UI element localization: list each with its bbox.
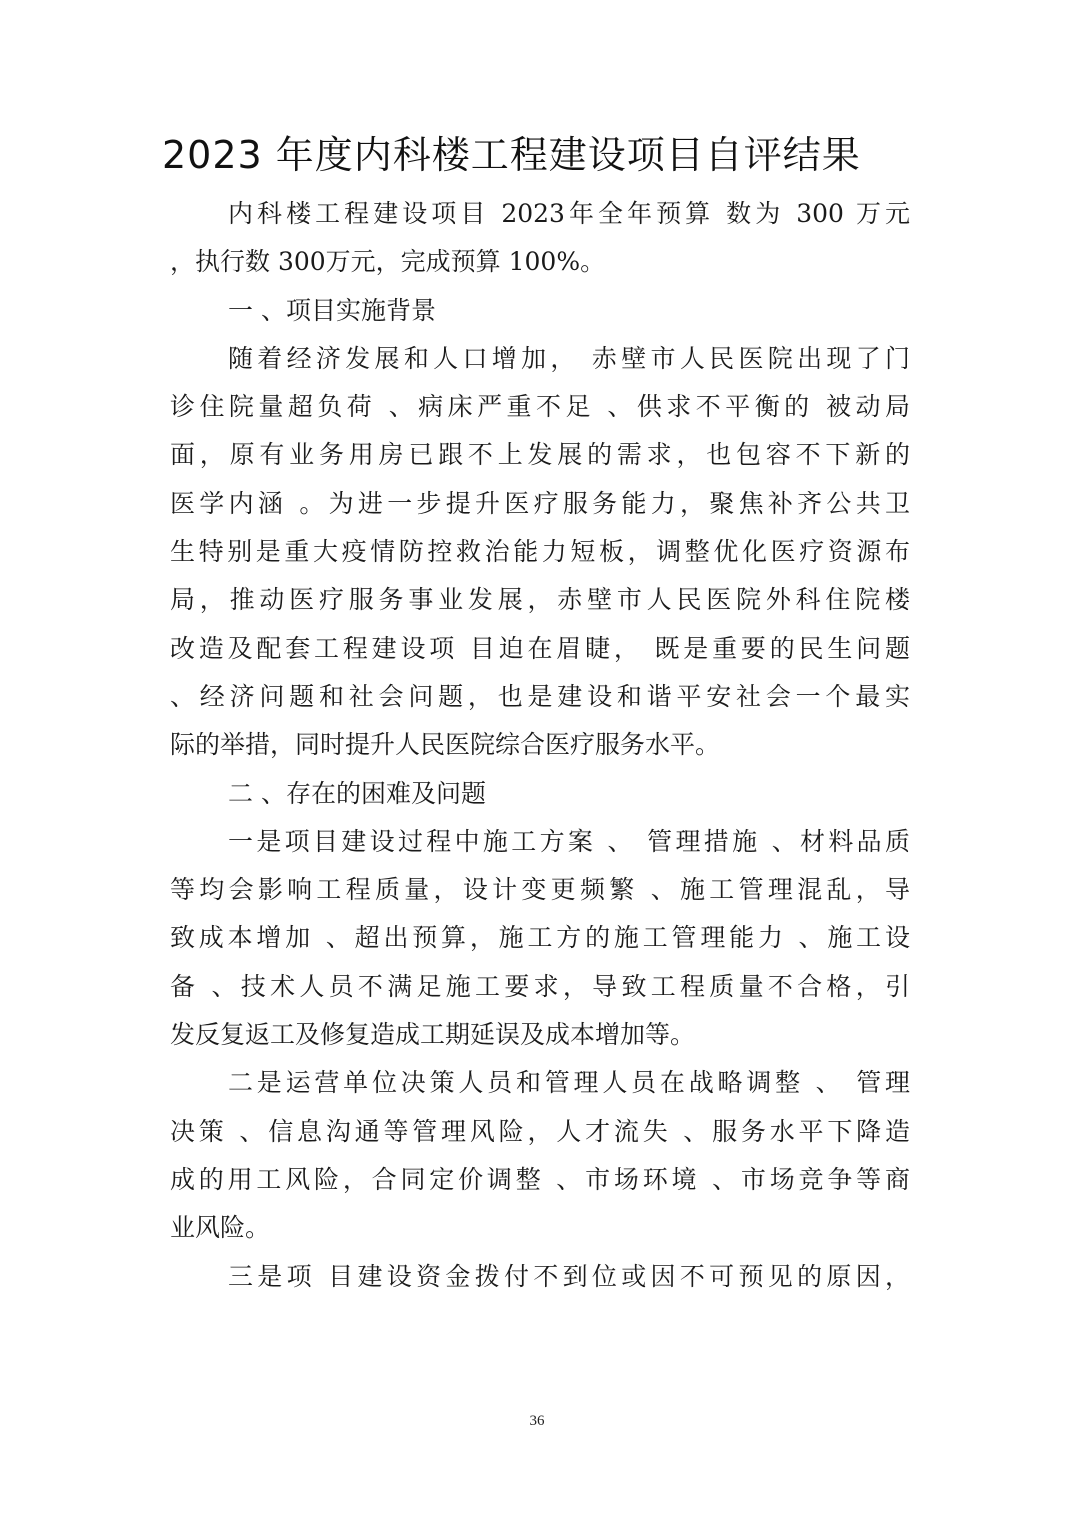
section-heading: 一 、项目实施背景: [228, 295, 436, 325]
text-line: 发反复返工及修复造成工期延误及成本增加等。: [170, 1020, 696, 1050]
text-line: 备 、技术人员不满足施工要求，导致工程质量不合格，引: [170, 971, 910, 1001]
text-line: 随着经济发展和人口增加， 赤壁市人民医院出现了门: [228, 343, 910, 373]
text-line: 面，原有业务用房已跟不上发展的需求，也包容不下新的: [170, 440, 910, 470]
text-line: 局，推动医疗服务事业发展，赤壁市人民医院外科住院楼: [170, 585, 910, 615]
text-line: 医学内涵 。为进一步提升医疗服务能力，聚焦补齐公共卫: [170, 488, 910, 518]
document-body: [170, 190, 910, 1301]
text-line: 致成本增加 、超出预算，施工方的施工管理能力 、施工设: [170, 923, 910, 953]
text-line: 决策 、信息沟通等管理风险，人才流失 、服务水平下降造: [170, 1116, 910, 1146]
text-line: 二是运营单位决策人员和管理人员在战略调整 、 管理: [228, 1068, 910, 1098]
text-line: 成的用工风险，合同定价调整 、市场环境 、市场竞争等商: [170, 1164, 910, 1194]
text-line: 诊住院量超负荷 、病床严重不足 、供求不平衡的 被动局: [170, 392, 910, 422]
text-line: 一是项目建设过程中施工方案 、 管理措施 、材料品质: [228, 826, 910, 856]
text-line: 际的举措，同时提升人民医院综合医疗服务水平。: [170, 730, 721, 760]
text-line: 业风险。: [170, 1213, 271, 1243]
text-line: 改造及配套工程建设项 目迫在眉睫， 既是重要的民生问题: [170, 633, 910, 663]
text-line: 、经济问题和社会问题，也是建设和谐平安社会一个最实: [170, 681, 910, 711]
text-line: 生特别是重大疫情防控救治能力短板，调整优化医疗资源布: [170, 537, 910, 567]
text-line: 等均会影响工程质量，设计变更频繁 、施工管理混乱，导: [170, 875, 910, 905]
document-title: 2023 年度内科楼工程建设项目自评结果: [162, 133, 861, 177]
text-line: ，执行数 300万元，完成预算 100%。: [170, 247, 606, 277]
text-line: 内科楼工程建设项目 2023年全年预算 数为 300 万元: [228, 199, 910, 228]
page-number: 36: [529, 1413, 545, 1429]
text-line: 三是项 目建设资金拨付不到位或因不可预见的原因，: [228, 1261, 910, 1291]
section-heading: 二 、存在的困难及问题: [228, 778, 486, 808]
